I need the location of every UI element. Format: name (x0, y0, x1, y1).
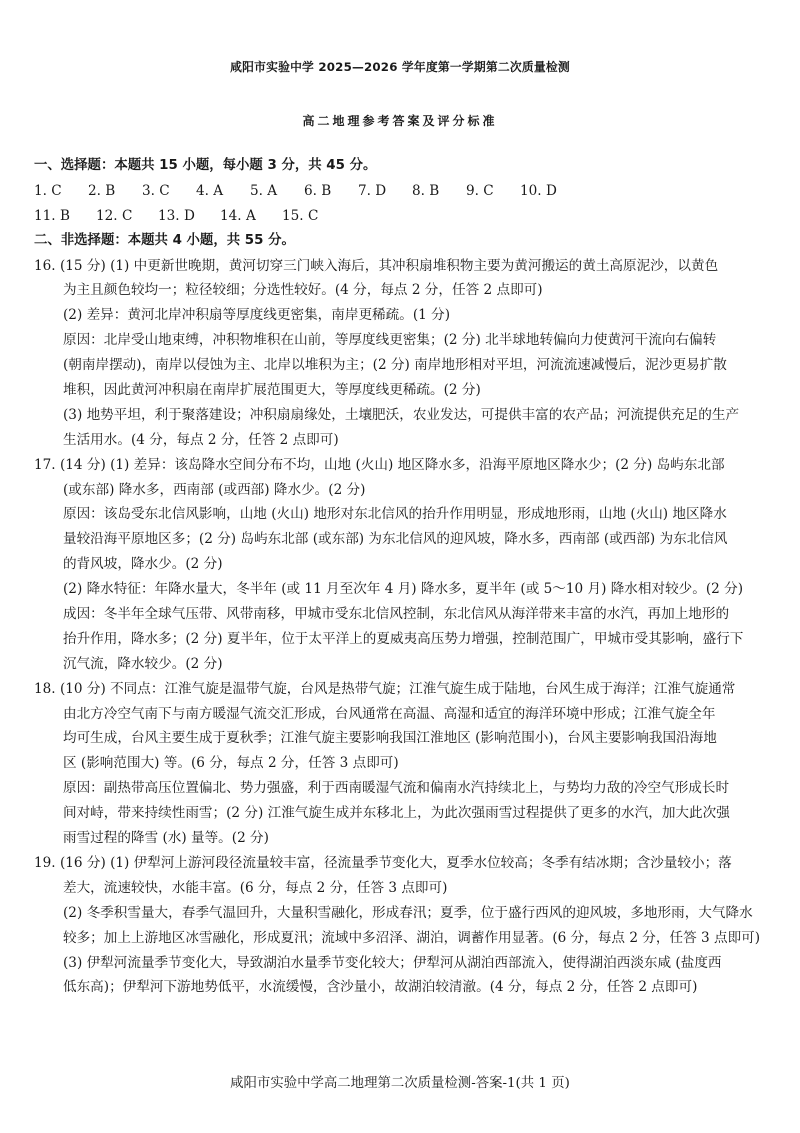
answer-line: (2) 冬季积雪量大，春季气温回升，大量积雪融化，形成春汛；夏季，位于盛行西风的迎风坡，多地形雨，大气降水 (63, 904, 753, 921)
answer-line: (2) 降水特征：年降水量大，冬半年 (或 11 月至次年 4 月) 降水多，夏半年 (或 5～10 月) 降水相对较少。(2 分) (63, 581, 744, 598)
answer-line: (朝南岸摆动)，南岸以侵蚀为主、北岸以堆积为主；(2 分) 南岸地形相对平坦，河流流速减慢后，泥沙更易扩散 (63, 357, 727, 374)
page-footer: 咸阳市实验中学高二地理第二次质量检测-答案-1(共 1 页) (230, 1076, 570, 1091)
answer-line: 量较沿海平原地区多；(2 分) 岛屿东北部 (或东部) 为东北信风的迎风坡，降水多，西南部 (或西部) 为东北信风 (63, 531, 728, 548)
section-heading-multiple-choice: 一、选择题：本题共 15 小题，每小题 3 分，共 45 分。 (34, 158, 377, 173)
answer-line: 17. (14 分) (1) 差异：该岛降水空间分布不均，山地 (火山) 地区降水多，沿海平原地区降水少；(2 分) 岛屿东北部 (34, 456, 725, 473)
question-18-answer (34, 677, 768, 851)
question-19-answer (34, 851, 768, 1000)
choice-answer: 1. C (34, 182, 62, 199)
choice-answer: 4. A (196, 182, 224, 199)
answer-line: 区 (影响范围大) 等。(6 分，每点 2 分，任答 3 点即可) (63, 755, 399, 772)
answer-line: 成因：冬半年全球气压带、风带南移，甲城市受东北信风控制，东北信风从海洋带来丰富的水汽，再加上地形的 (63, 606, 730, 623)
choice-answer: 12. C (96, 207, 133, 224)
choice-answer: 7. D (358, 182, 387, 199)
choice-answers-row-2 (34, 204, 768, 229)
answer-line: 较多；加上上游地区冰雪融化，形成夏汛；流域中多沼泽、湖泊，调蓄作用显著。(6 分，每点 2 分，任答 3 点即可) (63, 929, 761, 946)
document-subtitle: 高二地理参考答案及评分标准 (302, 114, 498, 128)
section-heading-free-response: 二、非选择题：本题共 4 小题，共 55 分。 (34, 232, 295, 248)
answer-line: 间对峙，带来持续性雨雪；(2 分) 江淮气旋生成并东移北上，为此次强雨雪过程提供了更多的水汽，加大此次强 (63, 805, 730, 822)
choice-answer: 9. C (466, 182, 494, 199)
answer-line: 为主且颜色较均一；粒径较细；分选性较好。(4 分，每点 2 分，任答 2 点即可) (63, 282, 543, 299)
choice-answers-row-1 (34, 179, 768, 204)
answer-line: 雨雪过程的降雪 (水) 量等。(2 分) (63, 830, 269, 847)
answer-line: 原因：该岛受东北信风影响，山地 (火山) 地形对东北信风的抬升作用明显，形成地形雨，山地 (火山) 地区降水 (63, 506, 727, 523)
choice-answer: 15. C (282, 207, 319, 224)
answer-line: 差大，流速较快，水能丰富。(6 分，每点 2 分，任答 3 点即可) (63, 879, 448, 896)
question-17-answer (34, 453, 768, 677)
choice-answer: 3. C (142, 182, 170, 199)
answer-line: 原因：副热带高压位置偏北、势力强盛，利于西南暖湿气流和偏南水汽持续北上，与势均力敌的冷空气形成长时 (63, 780, 730, 797)
answer-content (34, 154, 768, 1000)
answer-line: 的背风坡，降水少。(2 分) (63, 556, 223, 573)
answer-line: 原因：北岸受山地束缚，冲积物堆积在山前，等厚度线更密集；(2 分) 北半球地转偏向力使黄河干流向右偏转 (63, 332, 717, 349)
answer-line: 堆积，因此黄河冲积扇在南岸扩展范围更大，等厚度线更稀疏。(2 分) (63, 382, 481, 399)
document-title: 咸阳市实验中学 2025—2026 学年度第一学期第二次质量检测 (230, 60, 570, 74)
choice-answer: 10. D (520, 182, 557, 199)
answer-line: 19. (16 分) (1) 伊犁河上游河段径流量较丰富，径流量季节变化大，夏季水位较高；冬季有结冰期；含沙量较小；落 (34, 854, 732, 871)
choice-answer: 6. B (304, 182, 332, 199)
choice-answer: 2. B (88, 182, 116, 199)
question-16-answer (34, 254, 768, 453)
choice-answer: 14. A (220, 207, 256, 224)
choice-answer: 13. D (158, 207, 195, 224)
answer-line: 均可生成，台风主要生成于夏秋季；江淮气旋主要影响我国江淮地区 (影响范围小)，台风主要影响我国沿海地 (63, 730, 717, 747)
answer-line: 16. (15 分) (1) 中更新世晚期，黄河切穿三门峡入海后，其冲积扇堆积物主要为黄河搬运的黄土高原泥沙，以黄色 (34, 257, 719, 274)
answer-line: (或东部) 降水多，西南部 (或西部) 降水少。(2 分) (63, 481, 366, 498)
answer-line: 生活用水。(4 分，每点 2 分，任答 2 点即可) (63, 431, 339, 448)
answer-line: 低东高)；伊犁河下游地势低平，水流缓慢，含沙量小，故湖泊较清澈。(4 分，每点 2 分，任答 2 点即可) (63, 979, 698, 996)
answer-line: (3) 地势平坦，利于聚落建设；冲积扇扇缘处，土壤肥沃，农业发达，可提供丰富的农产品；河流提供充足的生产 (63, 406, 740, 423)
choice-answer: 8. B (412, 182, 440, 199)
choice-answer: 11. B (34, 207, 70, 224)
answer-line: (2) 差异：黄河北岸冲积扇等厚度线更密集，南岸更稀疏。(1 分) (63, 307, 450, 324)
answer-line: 18. (10 分) 不同点：江淮气旋是温带气旋，台风是热带气旋；江淮气旋生成于陆地，台风生成于海洋；江淮气旋通常 (34, 680, 736, 697)
answer-line: 沉气流，降水较少。(2 分) (63, 655, 223, 672)
answer-line: 抬升作用，降水多；(2 分) 夏半年，位于太平洋上的夏威夷高压势力增强，控制范围广，甲城市受其影响，盛行下 (63, 630, 744, 647)
choice-answer: 5. A (250, 182, 278, 199)
answer-line: 由北方冷空气南下与南方暖湿气流交汇形成，台风通常在高温、高湿和适宜的海洋环境中形成；江淮气旋全年 (63, 705, 716, 722)
answer-line: (3) 伊犁河流量季节变化大，导致湖泊水量季节变化较大；伊犁河从湖泊西部流入，使得湖泊西淡东咸 (盐度西 (63, 954, 722, 971)
